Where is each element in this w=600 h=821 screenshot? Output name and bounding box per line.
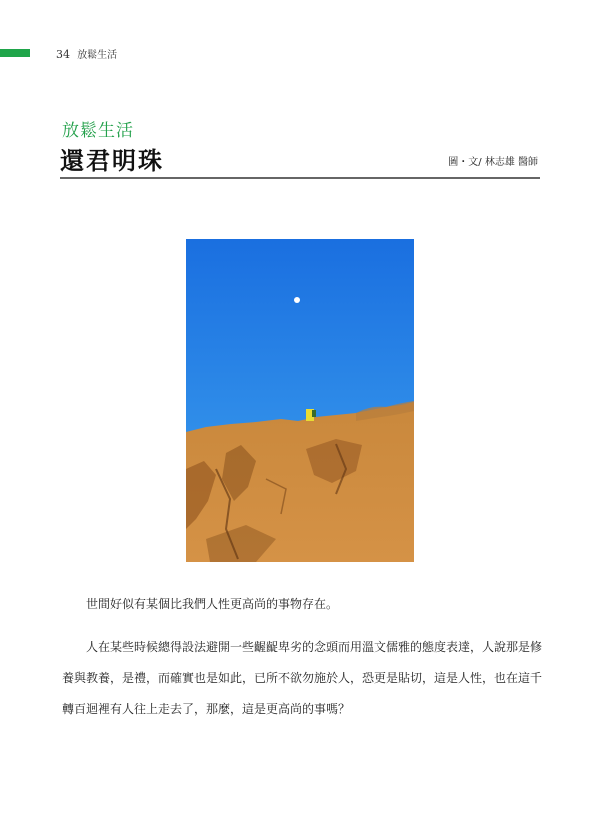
- title-divider: [60, 177, 540, 179]
- article-byline: 圖・文/ 林志雄 醫師: [448, 157, 538, 168]
- header-accent-bar: [0, 49, 30, 57]
- hiker-pack: [312, 410, 316, 417]
- moon: [294, 297, 300, 303]
- mountain-moon-photo: [186, 239, 414, 562]
- running-header-section: 放鬆生活: [77, 50, 118, 61]
- article-category: 放鬆生活: [62, 121, 134, 141]
- article-title: 還君明珠: [60, 147, 164, 175]
- page-number: 34: [56, 48, 70, 61]
- body-paragraph-2: 人在某些時候總得設法避開一些齷齪卑劣的念頭而用溫文儒雅的態度表達，人說那是修養與教養，是禮，而確實也是如此，已所不欲勿施於人，恐更是貼切，這是人性，也在這千轉百迴裡有人往上走去了，那麼，這是更高尚的事嗎？: [62, 640, 543, 716]
- body-paragraph-1: 世間好似有某個比我們人性更高尚的事物存在。: [86, 597, 339, 611]
- running-header: [56, 46, 117, 61]
